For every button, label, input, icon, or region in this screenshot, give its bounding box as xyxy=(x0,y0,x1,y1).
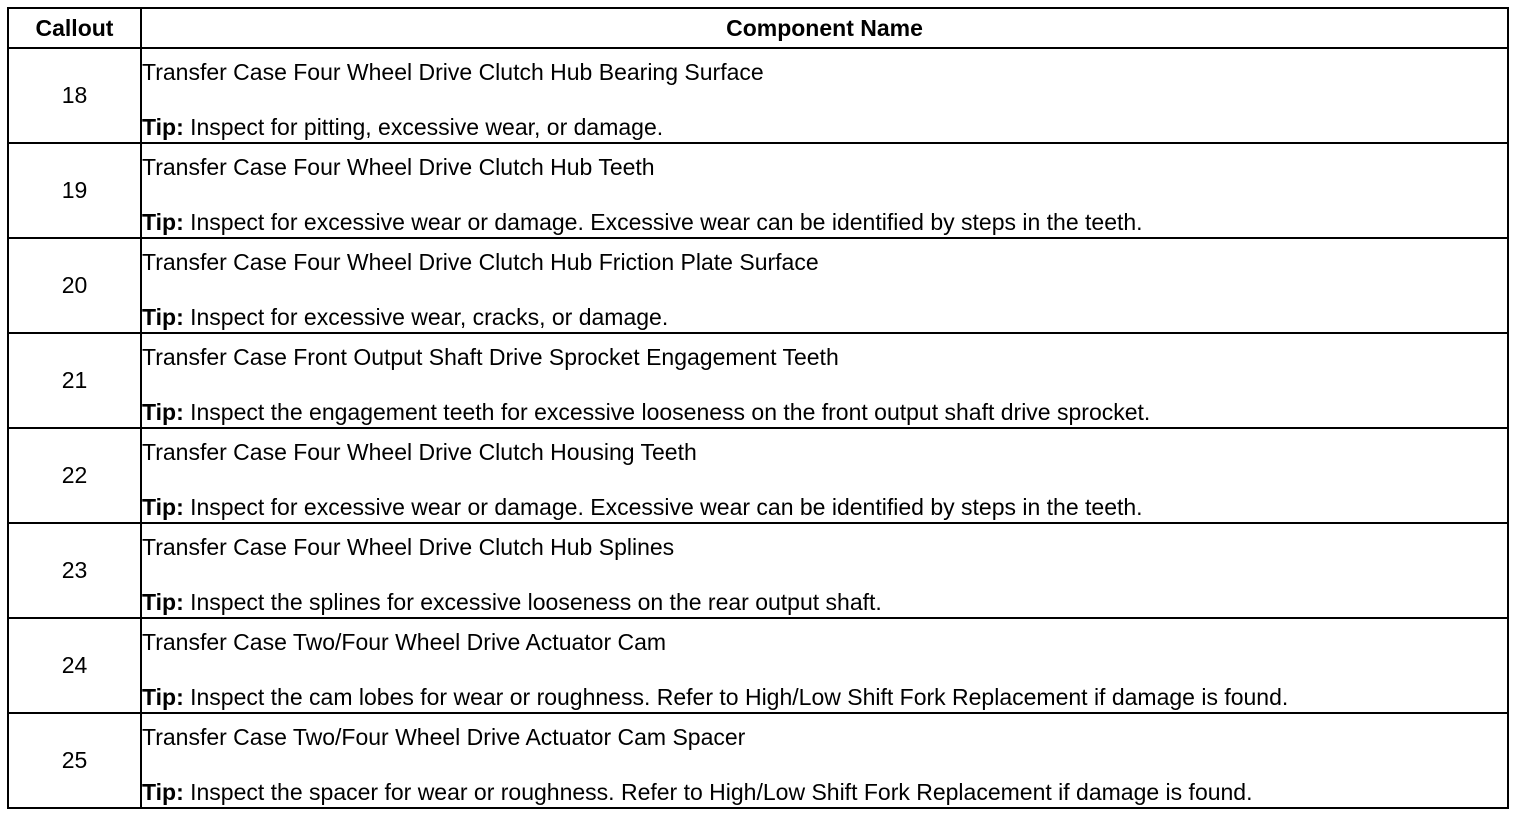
component-cell xyxy=(141,143,1508,238)
callout-table-container xyxy=(7,7,1507,809)
component-name: Transfer Case Four Wheel Drive Clutch Hub Friction Plate Surface xyxy=(142,249,819,275)
component-cell xyxy=(141,428,1508,523)
tip-text: Inspect the spacer for wear or roughness. Refer to High/Low Shift Fork Replacement if damage is found. xyxy=(190,779,1253,805)
component-name: Transfer Case Four Wheel Drive Clutch Housing Teeth xyxy=(142,439,697,465)
tip-line xyxy=(142,684,1507,710)
tip-label: Tip: xyxy=(142,399,184,425)
callout-number: 20 xyxy=(8,238,141,333)
table-row xyxy=(8,523,1508,618)
tip-label: Tip: xyxy=(142,494,184,520)
tip-text: Inspect the cam lobes for wear or roughness. Refer to High/Low Shift Fork Replacement if damage is found. xyxy=(190,684,1289,710)
callout-number: 25 xyxy=(8,713,141,808)
table-row xyxy=(8,333,1508,428)
component-name: Transfer Case Front Output Shaft Drive Sprocket Engagement Teeth xyxy=(142,344,839,370)
callout-number: 22 xyxy=(8,428,141,523)
component-name: Transfer Case Four Wheel Drive Clutch Hub Bearing Surface xyxy=(142,59,764,85)
header-component-name: Component Name xyxy=(141,8,1508,48)
component-name: Transfer Case Four Wheel Drive Clutch Hub Teeth xyxy=(142,154,655,180)
component-cell xyxy=(141,713,1508,808)
tip-label: Tip: xyxy=(142,114,184,140)
table-row xyxy=(8,48,1508,143)
table-row xyxy=(8,618,1508,713)
component-cell xyxy=(141,618,1508,713)
tip-label: Tip: xyxy=(142,684,184,710)
tip-line xyxy=(142,589,1507,615)
callout-table xyxy=(7,7,1509,809)
header-callout: Callout xyxy=(8,8,141,48)
component-name: Transfer Case Two/Four Wheel Drive Actuator Cam xyxy=(142,629,667,655)
tip-line xyxy=(142,304,1507,330)
tip-label: Tip: xyxy=(142,209,184,235)
callout-number: 18 xyxy=(8,48,141,143)
tip-text: Inspect for excessive wear or damage. Excessive wear can be identified by steps in the teeth. xyxy=(190,209,1143,235)
tip-line xyxy=(142,494,1507,520)
callout-number: 21 xyxy=(8,333,141,428)
component-cell xyxy=(141,238,1508,333)
table-row xyxy=(8,143,1508,238)
tip-text: Inspect for excessive wear, cracks, or damage. xyxy=(190,304,669,330)
component-cell xyxy=(141,48,1508,143)
tip-text: Inspect for pitting, excessive wear, or damage. xyxy=(190,114,664,140)
tip-text: Inspect the splines for excessive looseness on the rear output shaft. xyxy=(190,589,882,615)
component-cell xyxy=(141,333,1508,428)
tip-line xyxy=(142,779,1507,805)
tip-line xyxy=(142,209,1507,235)
table-row xyxy=(8,713,1508,808)
tip-line xyxy=(142,114,1507,140)
callout-number: 19 xyxy=(8,143,141,238)
table-body xyxy=(8,48,1508,808)
tip-label: Tip: xyxy=(142,779,184,805)
component-cell xyxy=(141,523,1508,618)
tip-text: Inspect for excessive wear or damage. Excessive wear can be identified by steps in the teeth. xyxy=(190,494,1143,520)
tip-label: Tip: xyxy=(142,589,184,615)
component-name: Transfer Case Two/Four Wheel Drive Actuator Cam Spacer xyxy=(142,724,746,750)
tip-text: Inspect the engagement teeth for excessive looseness on the front output shaft drive sprocket. xyxy=(190,399,1151,425)
callout-number: 24 xyxy=(8,618,141,713)
component-name: Transfer Case Four Wheel Drive Clutch Hub Splines xyxy=(142,534,675,560)
callout-number: 23 xyxy=(8,523,141,618)
tip-line xyxy=(142,399,1507,425)
tip-label: Tip: xyxy=(142,304,184,330)
table-row xyxy=(8,428,1508,523)
table-header-row xyxy=(8,8,1508,48)
table-row xyxy=(8,238,1508,333)
